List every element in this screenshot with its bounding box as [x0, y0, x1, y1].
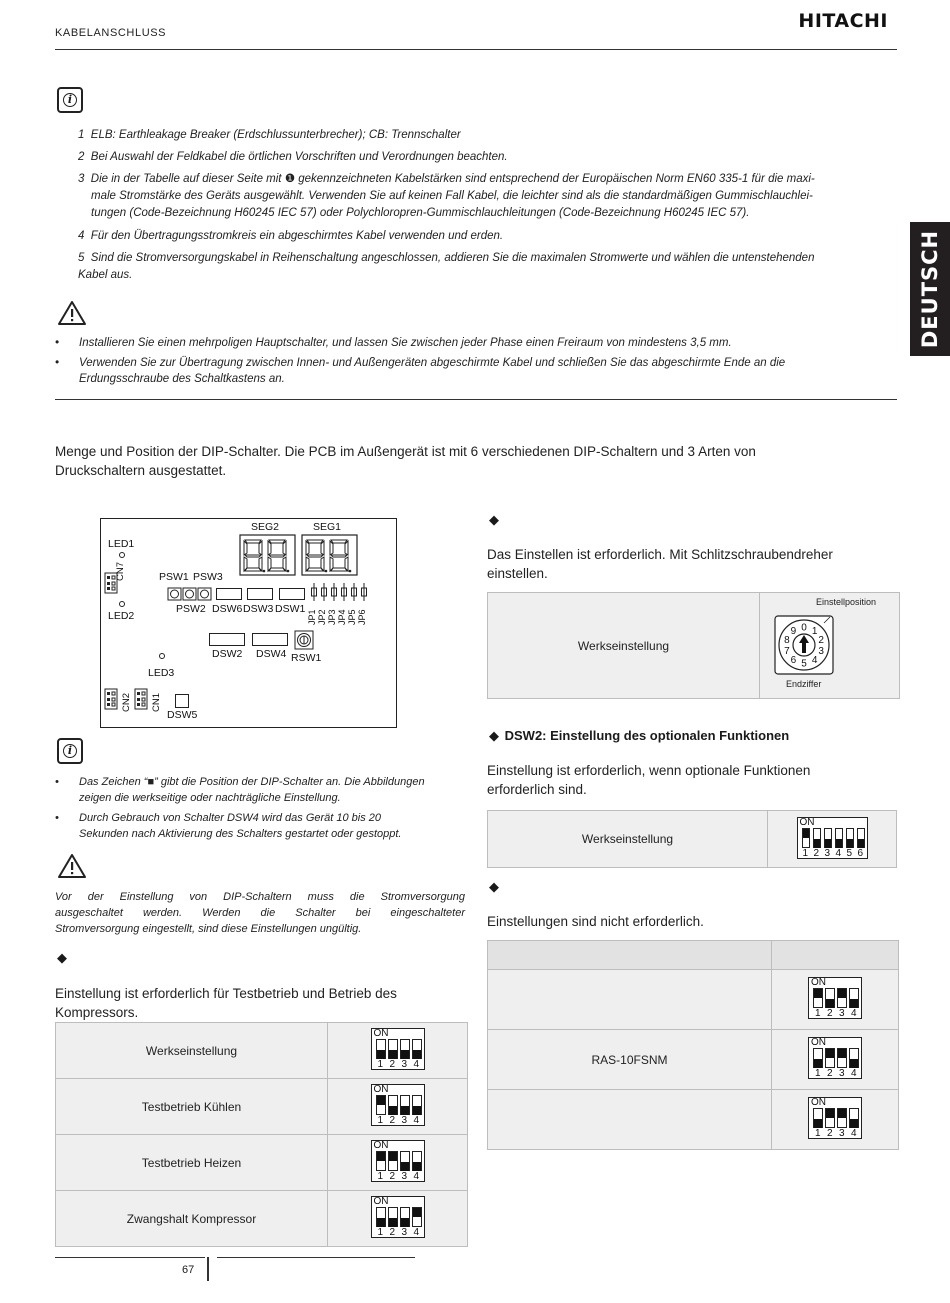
dip-number: 2 [813, 847, 820, 859]
diamond-marker: ◆ [489, 512, 499, 527]
rotary-dial-icon [774, 615, 834, 675]
dip-number: 3 [824, 847, 831, 859]
dsw5-label: DSW5 [167, 709, 198, 721]
dip-number: 3 [401, 1171, 408, 1182]
push-switches [167, 587, 213, 601]
dip-number: 3 [401, 1059, 408, 1070]
cn1-label: CN1 [151, 692, 162, 712]
header-title: KABELANSCHLUSS [55, 27, 167, 39]
section-rule [55, 399, 897, 400]
dsw2-heading: ◆ DSW2: Einstellung des optionalen Funktionen [489, 728, 790, 743]
dsw2-box [209, 633, 245, 646]
dip-slot [825, 1108, 835, 1128]
dip-number: 4 [851, 1128, 857, 1139]
dsw1-label: DSW1 [275, 603, 306, 615]
dsw6-label: DSW6 [212, 603, 243, 615]
dip-knob [401, 1218, 409, 1227]
dip-switch-icon [797, 817, 868, 859]
header-cell [488, 941, 772, 970]
dip-number: 6 [857, 847, 864, 859]
dip-cell [328, 1191, 468, 1247]
dial-digit: 0 [801, 622, 807, 634]
dip-knob [389, 1050, 397, 1059]
dip-on-label: ON [811, 1097, 826, 1108]
note-item: 2 Bei Auswahl der Feldkabel die örtlichen Vorschriften und Verordnungen beachten. [78, 151, 508, 163]
dsw1-box [279, 588, 305, 600]
dip-slot [376, 1095, 386, 1115]
dip-number: 2 [389, 1115, 396, 1126]
dip-switch-icon [808, 1037, 862, 1079]
dip-knob [858, 839, 864, 848]
dip-slot [412, 1095, 422, 1115]
dial-digit: 9 [790, 625, 797, 637]
dip-number: 4 [413, 1171, 420, 1182]
dip-knob [838, 1049, 846, 1058]
led3-indicator [159, 653, 165, 659]
dip-knob [850, 1119, 858, 1128]
dip-on-label: ON [373, 1084, 389, 1095]
dip-cell [772, 1090, 899, 1150]
dip-number: 2 [389, 1171, 396, 1182]
dip-switch-icon [808, 1097, 862, 1139]
dip-slot [835, 828, 843, 848]
dip-slot [376, 1039, 386, 1059]
footer-rule-left [55, 1257, 205, 1258]
dip-number: 4 [835, 847, 842, 859]
dip-on-label: ON [799, 816, 815, 828]
jp3-label: JP3 [327, 609, 337, 625]
dial-digit: 7 [784, 646, 790, 658]
dip-slot [849, 1108, 859, 1128]
dsw3-label: DSW3 [243, 603, 274, 615]
led1-label: LED1 [108, 538, 135, 550]
dip-number: 4 [851, 1008, 857, 1019]
dip-number: 1 [377, 1059, 384, 1070]
dip-number: 4 [413, 1115, 420, 1126]
dip-number: 4 [413, 1059, 420, 1070]
dip-cell [328, 1023, 468, 1079]
dip-slot [813, 1048, 823, 1068]
dip-number: 1 [815, 1068, 821, 1079]
table-row [56, 1135, 468, 1191]
jp2-label: JP2 [317, 609, 327, 625]
dip-knob [389, 1106, 397, 1115]
intro-text: Menge und Position der DIP-Schalter. Die PCB im Außengerät ist mit 6 verschiedenen DIP-Schaltern und 3 Arten von Druckschaltern ausgestattet. [55, 444, 756, 478]
dip-slot [849, 988, 859, 1008]
header-cell [772, 941, 899, 970]
dip-number: 2 [827, 1068, 833, 1079]
dip-slot [846, 828, 854, 848]
dip-slot [802, 828, 810, 848]
warning-icon [57, 853, 87, 879]
dip-slot [400, 1151, 410, 1171]
dip-slot [388, 1151, 398, 1171]
row-label: Werkseinstellung [488, 593, 760, 699]
dip-knob [826, 1049, 834, 1058]
row-label [488, 1090, 772, 1150]
cn7-label: CN7 [115, 561, 126, 581]
dial-digit: 6 [790, 655, 797, 667]
jp1-label: JP1 [307, 609, 317, 625]
dip-cell [328, 1135, 468, 1191]
dip-on-label: ON [373, 1140, 389, 1151]
dip-slot [400, 1039, 410, 1059]
dip-warning-text: Vor der Einstellung von DIP-Schaltern muss die Stromversorgung ausgeschaltet werden. Werden die Schalter bei eingeschalteter Stromversorgung eingestellt, sind diese Einstellungen ungültig. [55, 891, 465, 935]
dip-slot [388, 1095, 398, 1115]
dip-number: 2 [827, 1008, 833, 1019]
dip-knob [838, 1109, 846, 1118]
dip-number: 1 [802, 847, 809, 859]
language-tab [910, 222, 950, 356]
endziffer-label: Endziffer [786, 679, 822, 689]
dip-on-label: ON [811, 1037, 826, 1048]
dip-switch-icon [371, 1196, 425, 1238]
table-row [488, 593, 900, 699]
cn2-label: CN2 [121, 692, 132, 712]
rsw1-label: RSW1 [291, 652, 322, 664]
led1-indicator [119, 552, 125, 558]
dip-knob [377, 1096, 385, 1105]
dip-number: 1 [815, 1008, 821, 1019]
rsw1-rotary-switch [294, 630, 314, 650]
dip-slot [376, 1207, 386, 1227]
dsw4-table [55, 1022, 468, 1247]
dip-slot [412, 1207, 422, 1227]
header-rule [55, 49, 897, 50]
jp5-label: JP5 [347, 609, 357, 625]
dip-slot [400, 1207, 410, 1227]
jp4-label: JP4 [337, 609, 347, 625]
row-label: Zwangshalt Kompressor [56, 1191, 328, 1247]
dip-slot [837, 1108, 847, 1128]
diamond-marker: ◆ [489, 879, 499, 894]
dip-knob [413, 1106, 421, 1115]
table-header-row [488, 941, 899, 970]
dip-knob [413, 1162, 421, 1171]
dial-digit: 8 [784, 634, 790, 646]
hitachi-logo: HITACHI [798, 10, 888, 32]
dial-digit: 3 [818, 646, 824, 658]
dip-knob [825, 839, 831, 848]
seven-segment-display [239, 534, 359, 576]
dip-number: 3 [401, 1227, 408, 1238]
dip-number: 2 [389, 1059, 396, 1070]
seg1-label: SEG1 [313, 521, 342, 533]
footer-divider [207, 1257, 209, 1281]
dial-digit: 5 [801, 658, 807, 670]
dsw4-description: Einstellung ist erforderlich für Testbetrieb und Betrieb des Kompressors. [55, 986, 397, 1020]
page-number: 67 [182, 1264, 195, 1276]
psw1-label: PSW1 [159, 571, 189, 583]
dip-knob [401, 1106, 409, 1115]
dsw4-label: DSW4 [256, 648, 287, 660]
warning-bullet: • Verwenden Sie zur Übertragung zwischen Innen- und Außengeräten abgeschirmte Kabel und schließen Sie das abgeschirmte Ende an die Erdungsschraube des Schaltkastens an. [55, 357, 786, 385]
dip-on-label: ON [811, 977, 826, 988]
dip-number: 3 [401, 1115, 408, 1126]
dsw6-box [216, 588, 242, 600]
dip-slot [837, 988, 847, 1008]
dip-knob [401, 1162, 409, 1171]
table-row [56, 1023, 468, 1079]
dip-cell [768, 811, 897, 868]
jp6-label: JP6 [357, 609, 367, 625]
dial-digit: 2 [818, 634, 824, 646]
dip-knob [850, 999, 858, 1008]
dsw2-table [487, 810, 897, 868]
dip-number: 3 [839, 1068, 845, 1079]
rotary-cell [760, 593, 900, 699]
cn2-connector [104, 688, 118, 710]
psw2-label: PSW2 [176, 603, 206, 615]
dsw3-description: Einstellungen sind nicht erforderlich. [487, 914, 704, 929]
dip-slot [857, 828, 865, 848]
dip-knob [826, 999, 834, 1008]
dsw3-box [247, 588, 273, 600]
dip-knob [377, 1050, 385, 1059]
table-row [56, 1079, 468, 1135]
dip-slot [813, 988, 823, 1008]
jumper-labels [307, 603, 371, 627]
dip-number: 1 [377, 1227, 384, 1238]
dip-slot [849, 1048, 859, 1068]
led2-label: LED2 [108, 610, 135, 622]
dip-number: 4 [413, 1227, 420, 1238]
dip-slot [813, 828, 821, 848]
dip-switch-icon [371, 1140, 425, 1182]
dip-knob [814, 839, 820, 848]
dip-number: 2 [389, 1227, 396, 1238]
info-icon: i [57, 87, 83, 113]
dip-slot [825, 1048, 835, 1068]
dsw2-label: DSW2 [212, 648, 243, 660]
jumpers [310, 583, 370, 601]
dip-number: 2 [827, 1128, 833, 1139]
dial-digit: 1 [811, 625, 818, 637]
psw3-label: PSW3 [193, 571, 223, 583]
warning-icon [57, 300, 87, 326]
dip-knob [814, 1059, 822, 1068]
dsw2-description: Einstellung ist erforderlich, wenn optionale Funktionen erforderlich sind. [487, 763, 811, 797]
row-label: Werkseinstellung [56, 1023, 328, 1079]
dip-knob [377, 1218, 385, 1227]
dip-knob [814, 1119, 822, 1128]
dip-slot [825, 988, 835, 1008]
info-bullet: • Durch Gebrauch von Schalter DSW4 wird das Gerät 10 bis 20 Sekunden nach Aktivierung des Schalters gestartet oder gestoppt. [55, 812, 402, 840]
dip-number: 1 [377, 1115, 384, 1126]
dip-number: 5 [846, 847, 853, 859]
info-bullet: • Das Zeichen “■” gibt die Position der DIP-Schalter an. Die Abbildungen zeigen die werkseitige oder nachträgliche Einstellung. [55, 776, 425, 804]
dip-number: 1 [815, 1128, 821, 1139]
dip-on-label: ON [373, 1196, 389, 1207]
dip-knob [838, 989, 846, 998]
note-item: 3 Die in der Tabelle auf dieser Seite mit ❶ gekennzeichneten Kabelstärken sind entsprechend der Europäischen Norm EN60 335-1 für die maxi- male Stromstärke des Geräts ausgewählt. Verwenden Sie auf keinen Fall Kabel, die leichter sind als die standardmäßigen Gummischlauchlei- tungen (Code-Bezeichnung H60245 IEC 57) oder Polychloropren-Gummischlauchleitungen (Code-Bezeichnung H60245 IEC 57). [78, 173, 815, 219]
dip-knob [836, 839, 842, 848]
dip-knob [413, 1208, 421, 1217]
dip-cell [328, 1079, 468, 1135]
dip-knob [389, 1218, 397, 1227]
dip-on-label: ON [373, 1028, 389, 1039]
dsw3-table [487, 940, 899, 1150]
dip-knob [803, 829, 809, 838]
seg2-label: SEG2 [251, 521, 280, 533]
dip-slot [388, 1039, 398, 1059]
dip-cell [772, 970, 899, 1030]
row-label [488, 970, 772, 1030]
dip-number: 1 [377, 1171, 384, 1182]
footer-rule-right [217, 1257, 415, 1258]
dip-number: 4 [851, 1068, 857, 1079]
dip-slot [837, 1048, 847, 1068]
dip-number: 3 [839, 1008, 845, 1019]
table-row [488, 1090, 899, 1150]
dip-slot [412, 1039, 422, 1059]
dsw4-box [252, 633, 288, 646]
table-row [488, 970, 899, 1030]
table-row [488, 811, 897, 868]
rsw1-table [487, 592, 900, 699]
pcb-diagram [100, 518, 397, 728]
dip-slot [412, 1151, 422, 1171]
led2-indicator [119, 601, 125, 607]
dip-knob [389, 1152, 397, 1161]
dip-number: 3 [839, 1128, 845, 1139]
row-label: Testbetrieb Kühlen [56, 1079, 328, 1135]
dip-knob [413, 1050, 421, 1059]
notes-list [78, 127, 896, 284]
dip-slot [813, 1108, 823, 1128]
dip-slot [400, 1095, 410, 1115]
rsw1-description: Das Einstellen ist erforderlich. Mit Schlitzschraubendreher einstellen. [487, 547, 833, 581]
dip-switch-icon [808, 977, 862, 1019]
dial-digit: 4 [811, 655, 818, 667]
info-icon: i [57, 738, 83, 764]
cn1-connector [134, 688, 148, 710]
dip-switch-icon [371, 1084, 425, 1126]
einstellposition-label: Einstellposition [816, 597, 877, 607]
dip-knob [850, 1059, 858, 1068]
dip-knob [377, 1152, 385, 1161]
dip-knob [401, 1050, 409, 1059]
dip-slot [388, 1207, 398, 1227]
table-row [56, 1191, 468, 1247]
row-label: Testbetrieb Heizen [56, 1135, 328, 1191]
row-label: RAS-10FSNM [488, 1030, 772, 1090]
note-item: 4 Für den Übertragungsstromkreis ein abgeschirmtes Kabel verwenden und erden. [78, 230, 504, 242]
dip-slot [376, 1151, 386, 1171]
language-tab-label: DEUTSCH [918, 229, 943, 349]
dip-switch-icon [371, 1028, 425, 1070]
dip-cell [772, 1030, 899, 1090]
note-item: 1 ELB: Earthleakage Breaker (Erdschlussunterbrecher); CB: Trennschalter [78, 129, 461, 141]
dip-knob [847, 839, 853, 848]
diamond-marker: ◆ [57, 950, 67, 965]
dip-slot [824, 828, 832, 848]
note-item: 5 Sind die Stromversorgungskabel in Reihenschaltung angeschlossen, addieren Sie die maximalen Stromwerte und wählen die untenstehenden Kabel aus. [78, 252, 815, 281]
dsw5-box [175, 694, 189, 708]
dip-knob [814, 989, 822, 998]
table-row [488, 1030, 899, 1090]
row-label: Werkseinstellung [488, 811, 768, 868]
dip-knob [826, 1109, 834, 1118]
led3-label: LED3 [148, 667, 175, 679]
